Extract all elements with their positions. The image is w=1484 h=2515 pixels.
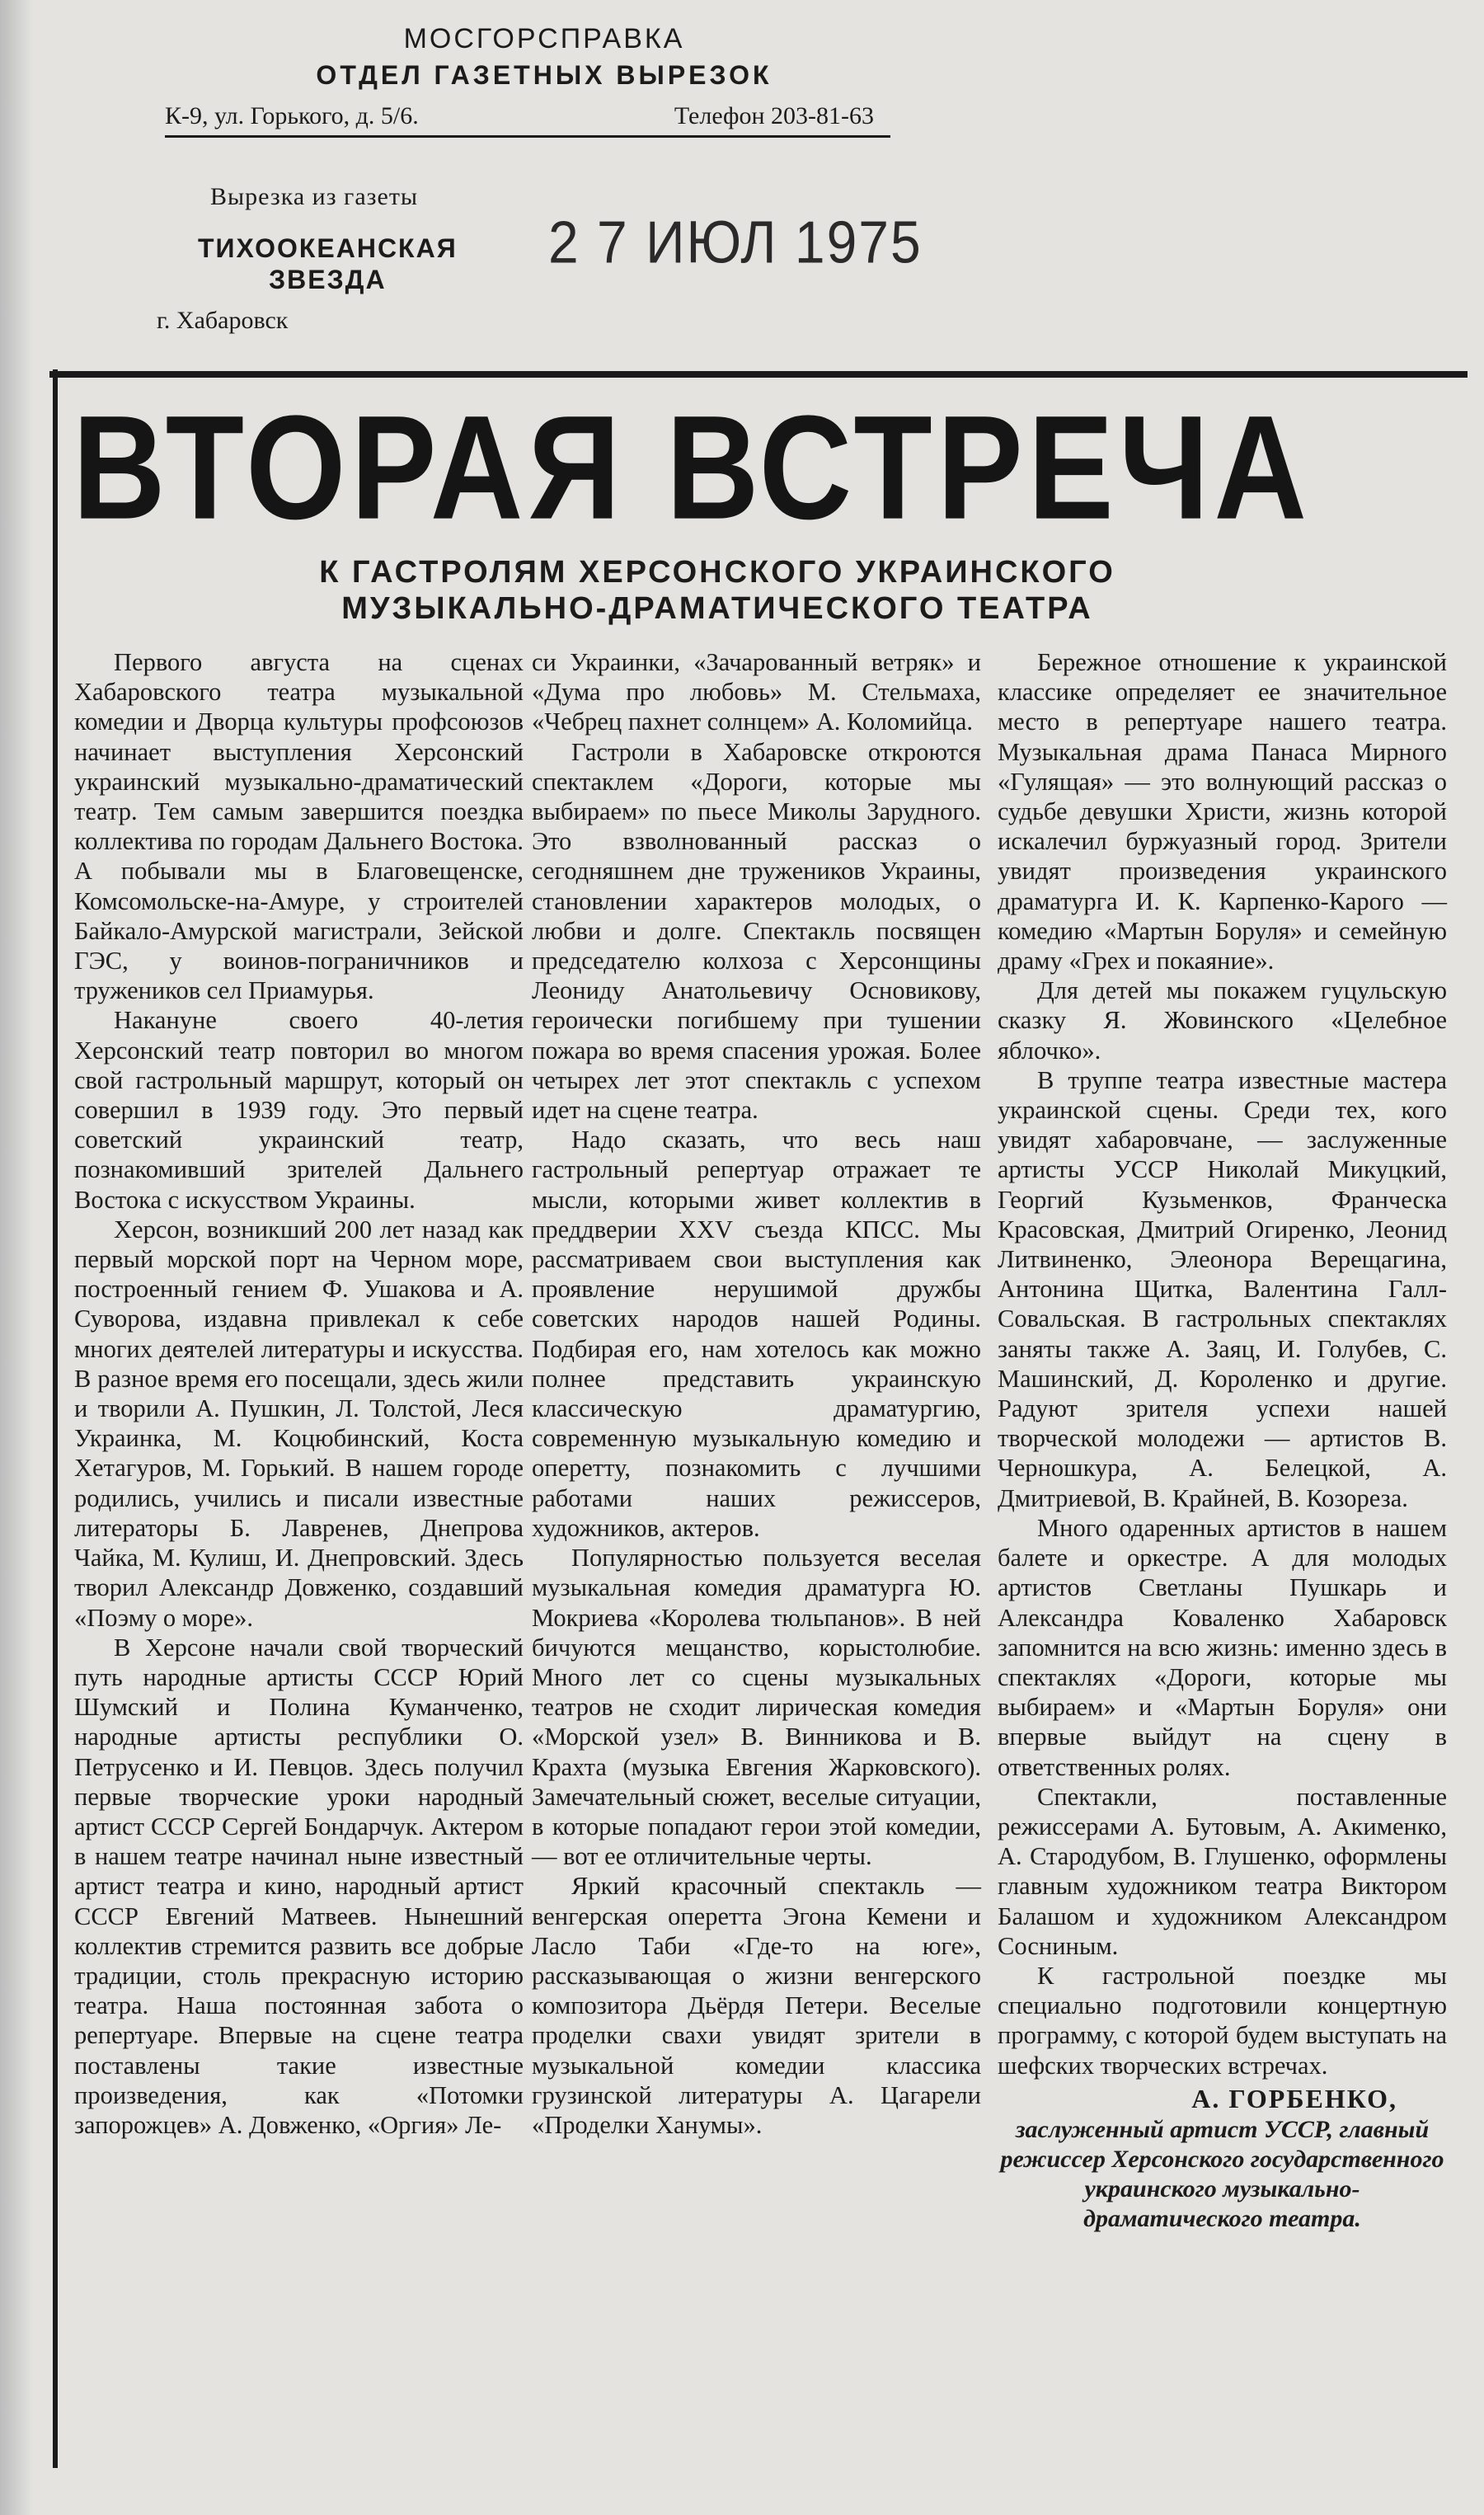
author-title: заслуженный артист УССР, главный режиссер Херсонского государственного украинского музыкально-драматического театра. bbox=[1000, 2115, 1444, 2232]
paragraph: Надо сказать, что весь наш гастрольный репертуар отражает те мысли, которыми живет коллектив в преддверии XXV съезда КПСС. Мы рассматриваем свои выступления как проявление нерушимой дружбы советских народов нашей Родины. Подбирая его, нам хотелось как можно полнее представить украинскую классическую драматургию, современную музыкальную комедию и оперетту, познакомить с лучшими работами наших режиссеров, художников, актеров. bbox=[532, 1126, 981, 1542]
date-stamp: 2 7 ИЮЛ 1975 bbox=[548, 208, 923, 275]
stamp-address-row bbox=[165, 102, 890, 138]
paragraph: Яркий красочный спектакль — венгерская оперетта Эгона Кемени и Ласло Таби «Где-то на юге», рассказывающая о жизни венгерского композитора Дьёрдя Петери. Веселые проделки свахи увидят зрители в музыкальной комедии классика грузинской литературы А. Цагарели «Проделки Ханумы». bbox=[532, 1872, 981, 2139]
paragraph: Спектакли, поставленные режиссерами А. Бутовым, А. Акименко, А. Стародубом, В. Глушенко, оформлены главным художником театра Виктором Балашом и художником Александром Сосниным. bbox=[998, 1782, 1447, 1960]
article-subheading bbox=[206, 554, 1228, 627]
clipping-top-rule bbox=[49, 371, 1468, 378]
article-column-3 bbox=[998, 647, 1447, 2234]
paragraph: Много одаренных артистов в нашем балете и оркестре. А для молодых артистов Светланы Пушкарь и Александра Коваленко Хабаровск запомнится на всю жизнь: именно здесь в спектаклях «Дороги, которые мы выбираем» и «Мартын Боруля» они впервые выйдут на сцену в ответственных ролях. bbox=[998, 1513, 1447, 1781]
clipping-left-rule bbox=[53, 369, 58, 2468]
paragraph: В труппе театра известные мастера украинской сцены. Среди тех, кого увидят хабаровчане, — заслуженные артисты УССР Николай Микуцкий, Георгий Кузьменков, Франческа Красовская, Дмитрий Огиренко, Леонид Литвиненко, Элеонора Верещагина, Антонина Щитка, Валентина Галл-Совальская. В гастрольных спектаклях заняты также А. Заяц, И. Голубев, С. Машинский, Д. Короленко и другие. Радуют зрителя успехи нашей творческой молодежи — артистов В. Черношкура, А. Белецкой, А. Дмитриевой, В. Крайней, В. Козореза. bbox=[998, 1065, 1447, 1512]
paragraph: Для детей мы покажем гуцульскую сказку Я. Жовинского «Целебное яблочко». bbox=[998, 976, 1447, 1065]
subheading-line2: МУЗЫКАЛЬНО-ДРАМАТИЧЕСКОГО ТЕАТРА bbox=[341, 591, 1093, 626]
paragraph: Накануне своего 40-летия Херсонский театр повторил во многом свой гастрольный маршрут, который он совершил в 1939 году. Это первый советский украинский театр, познакомивший зрителей Дальнего Востока с искусством Украины. bbox=[74, 1006, 524, 1214]
article-column-2 bbox=[532, 647, 981, 2140]
scan-edge-shadow bbox=[0, 0, 33, 2515]
author-name: А. ГОРБЕНКО, bbox=[1191, 2083, 1397, 2113]
stamp-address: К-9, ул. Горького, д. 5/6. bbox=[165, 102, 419, 129]
archive-stamp bbox=[165, 23, 890, 138]
newspaper-name-line1: ТИХООКЕАНСКАЯ bbox=[198, 233, 458, 263]
subheading-line1: К ГАСТРОЛЯМ ХЕРСОНСКОГО УКРАИНСКОГО bbox=[319, 555, 1115, 590]
author-signature bbox=[998, 2084, 1447, 2234]
clipping-source-label: Вырезка из газеты bbox=[210, 183, 419, 210]
paragraph: К гастрольной поездке мы специально подготовили концертную программу, с которой будем выступать на шефских творческих встречах. bbox=[998, 1961, 1447, 2080]
article-headline: ВТОРАЯ ВСТРЕЧА bbox=[73, 385, 1313, 551]
paragraph: Херсон, возникший 200 лет назад как первый морской порт на Черном море, построенный гением Ф. Ушакова и А. Суворова, издавна привлекал к себе многих деятелей литературы и искусства. В разное время его посещали, здесь жили и творили А. Пушкин, Л. Толстой, Леся Украинка, М. Коцюбинский, Коста Хетагуров, М. Горький. В нашем городе родились, учились и писали известные литераторы Б. Лавренев, Днепрова Чайка, М. Кулиш, И. Днепровский. Здесь творил Александр Довженко, создавший «Поэму о море». bbox=[74, 1215, 524, 1632]
stamp-phone: Телефон 203-81-63 bbox=[674, 102, 874, 129]
paragraph: Бережное отношение к украинской классике определяет ее значительное место в репертуаре нашего театра. Музыкальная драма Панаса Мирного «Гулящая» — это волнующий рассказ о судьбе девушки Христи, жизнь которой искалечил буржуазный город. Зрители увидят произведения украинского драматурга И. К. Карпенко-Карого — комедию «Мартын Боруля» и семейную драму «Грех и покаяние». bbox=[998, 648, 1447, 975]
paragraph: Первого августа на сценах Хабаровского театра музыкальной комедии и Дворца культуры профсоюзов начинает выступления Херсонский украинский музыкально-драматический театр. Тем самым завершится поездка коллектива по городам Дальнего Востока. А побывали мы в Благовещенске, Комсомольске-на-Амуре, у строителей Байкало-Амурской магистрали, Зейской ГЭС, у воинов-пограничников и тружеников сел Приамурья. bbox=[74, 648, 524, 1005]
newspaper-name bbox=[198, 233, 458, 295]
newspaper-name-line2: ЗВЕЗДА bbox=[269, 265, 387, 294]
article-column-1 bbox=[74, 647, 524, 2140]
stamp-department: ОТДЕЛ ГАЗЕТНЫХ ВЫРЕЗОК bbox=[316, 60, 773, 90]
paragraph: си Украинки, «Зачарованный ветряк» и «Дума про любовь» М. Стельмаха, «Чебрец пахнет солнцем» А. Коломийца. bbox=[532, 648, 981, 736]
paragraph: В Херсоне начали свой творческий путь народные артисты СССР Юрий Шумский и Полина Куманченко, народные артисты республики О. Петрусенко и И. Певцов. Здесь получил первые творческие уроки народный артист СССР Сергей Бондарчук. Актером в нашем театре начинал ныне известный артист театра и кино, народный артист СССР Евгений Матвеев. Нынешний коллектив стремится развить все добрые традиции, столь прекрасную историю театра. Наша постоянная забота о репертуаре. Впервые на сцене театра поставлены такие известные произведения, как «Потомки запорожцев» А. Довженко, «Оргия» Ле- bbox=[74, 1633, 524, 2139]
stamp-org: МОСГОРСПРАВКА bbox=[403, 23, 685, 54]
newspaper-city: г. Хабаровск bbox=[157, 307, 289, 334]
paragraph: Гастроли в Хабаровске откроются спектаклем «Дороги, которые мы выбираем» по пьесе Миколы Зарудного. Это взволнованный рассказ о сегодняшнем дне тружеников Украины, становлении характеров молодых, о любви и долге. Спектакль посвящен председателю колхоза с Херсонщины Леониду Анатольевичу Основикову, героически погибшему при тушении пожара во время спасения урожая. Более четырех лет этот спектакль с успехом идет на сцене театра. bbox=[532, 737, 981, 1125]
paragraph: Популярностью пользуется веселая музыкальная комедия драматурга Ю. Мокриева «Королева тюльпанов». В ней бичуются мещанство, корыстолюбие. Много лет со сцены музыкальных театров не сходит лирическая комедия «Морской узел» В. Винникова и В. Крахта (музыка Евгения Жарковского). Замечательный сюжет, веселые ситуации, в которые попадают герои этой комедии, — вот ее отличительные черты. bbox=[532, 1544, 981, 1871]
